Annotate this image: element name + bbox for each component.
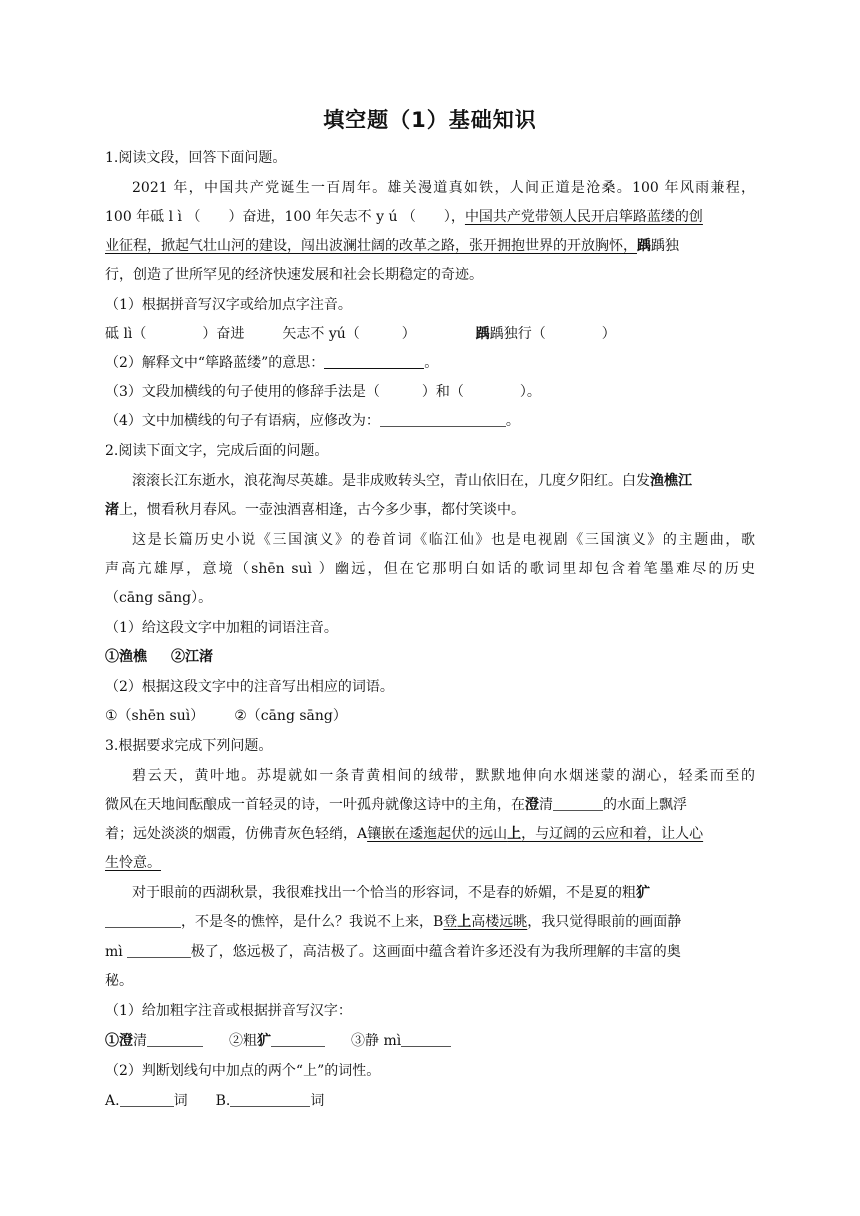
q3-underlined-a-shang: 上	[507, 826, 522, 842]
q3-sub2-item-b-label: B.	[215, 1093, 231, 1109]
q1-sub1-item-c-bold: 踽	[475, 326, 490, 342]
q1-bold-char: 踽	[637, 238, 651, 254]
q3-sub1-item-a: 清	[133, 1033, 147, 1049]
q3-passage2-line-1-text: 对于眼前的西湖秋景，我很难找出一个恰当的形容词，不是春的娇媚，不是夏的粗	[132, 885, 636, 901]
q3-sub1-item-b: ②粗	[229, 1033, 257, 1049]
q2-sub1-item-a: ①渔樵	[105, 649, 147, 665]
q3-blank-cheng[interactable]	[553, 796, 603, 811]
q3-underlined-b-shang: 上	[457, 914, 472, 930]
q3-sub1-blank-c[interactable]	[401, 1032, 451, 1047]
q3-sub2: （2）判断划线句中加点的两个“上”的词性。	[105, 1063, 381, 1079]
page-title: 填空题（1）基础知识	[323, 108, 537, 132]
q1-sub2	[105, 353, 438, 373]
q1-underlined-sentence-end: 业征程，掀起气壮山河的建设，闯出波澜壮阔的改革之路，张开拥抱世界的开放胸怀，	[105, 238, 637, 254]
q2-sub2: （2）根据这段文字中的注音写出相应的词语。	[105, 679, 394, 695]
q3-sub1-item-a-bold: ①澄	[105, 1033, 133, 1049]
q2-passage-line-1: 这是长篇历史小说《三国演义》的卷首词《临江仙》也是电视剧《三国演义》的主题曲，歌	[132, 532, 755, 548]
q1-passage-line-4: 行，创造了世所罕见的经济快速发展和社会长期稳定的奇迹。	[105, 267, 483, 283]
q1-sub3: （3）文段加横线的句子使用的修辞手法是（ ）和（ ）。	[105, 384, 541, 400]
q1-sub2-answer-blank[interactable]	[324, 354, 424, 369]
q3-passage1-line-3	[105, 824, 755, 844]
q2-sub1-items	[105, 647, 213, 667]
q3-sub1-items	[105, 1031, 451, 1051]
q3-blank-mi[interactable]	[127, 943, 191, 958]
q3-passage2-line-2-tail: ，我只觉得眼前的画面静	[527, 914, 682, 930]
q3-underlined-b-deng: 登	[443, 914, 458, 930]
q3-sub1-blank-b[interactable]	[271, 1032, 325, 1047]
q1-sub1-item-c: 踽独行（ ）	[489, 326, 616, 342]
q1-sub4-answer-blank[interactable]	[380, 412, 506, 427]
q1-sub1-item-b: 矢志不 yú（ ）	[282, 326, 416, 342]
q3-bold-kuang: 犷	[636, 885, 650, 901]
q2-sub2-item-a: ①（shēn suì）	[105, 708, 205, 724]
q3-sub1-item-b-bold: 犷	[257, 1033, 271, 1049]
q1-sub2-text: （2）解释文中“筚路蓝缕”的意思：	[105, 355, 325, 371]
q3-passage1-line-4: 生怜意。	[105, 855, 161, 871]
q3-sub1-item-c: ③静 mì	[351, 1033, 402, 1049]
q3-sub2-item-a-end: 词	[173, 1093, 188, 1109]
q2-poem-line-1-text: 滚滚长江东逝水，浪花淘尽英雄。是非成败转头空，青山依旧在，几度夕阳红。白发	[132, 473, 650, 489]
q3-sub1-blank-a[interactable]	[147, 1032, 203, 1047]
q3-passage2-line-3-text: 极了，悠远极了，高洁极了。这画面中蕴含着许多还没有为我所理解的丰富的奥	[190, 944, 681, 960]
q2-bold-yuqiao: 渔樵江	[650, 473, 692, 489]
q2-poem-line-2	[105, 500, 525, 520]
q2-sub1-item-b: ②江渚	[171, 649, 213, 665]
q3-sub1: （1）给加粗字注音或根据拼音写汉字：	[105, 1003, 352, 1019]
q3-qing: 清	[539, 797, 553, 813]
q3-passage1-line-2-text: 微风在天地间酝酿成一首轻灵的诗，一叶孤舟就像这诗中的主角，在	[105, 797, 525, 813]
q1-passage-line-2-text: 100 年砥 l ì （ ）奋进，100 年矢志不 y ú （ ），	[105, 209, 465, 225]
q1-sub4-text: （4）文中加横线的句子有语病，应修改为：	[105, 413, 380, 429]
q1-passage-line-1: 2021 年，中国共产党诞生一百周年。雄关漫道真如铁，人间正道是沧桑。100 年风雨兼程，	[132, 180, 755, 196]
q3-sub2-blank-b[interactable]	[230, 1092, 310, 1107]
q3-sub2-item-b-end: 词	[310, 1093, 325, 1109]
q1-sub1-item-a: 砥 lì（ ）奋进	[105, 326, 245, 342]
q2-poem-line-2-text: 上，惯看秋月春风。一壶浊酒喜相逢，古今多少事，都付笑谈中。	[119, 502, 525, 518]
q3-blank-kuang[interactable]	[105, 913, 181, 928]
q3-passage2-line-4: 秘。	[105, 973, 133, 989]
q1-sub4-period: 。	[505, 413, 520, 429]
q3-heading: 3.根据要求完成下列问题。	[105, 738, 273, 754]
q1-passage-line-3-tail: 踽独	[651, 238, 679, 254]
q2-passage-line-3: （cāng sāng）。	[105, 590, 213, 606]
q3-sub2-blank-a[interactable]	[120, 1092, 174, 1107]
q2-bold-zhu: 渚	[105, 502, 119, 518]
q3-mi-pinyin: mì	[105, 944, 123, 960]
q2-heading: 2.阅读下面文字，完成后面的问题。	[105, 443, 329, 459]
q3-sub2-item-a-label: A.	[105, 1093, 120, 1109]
q1-sub2-period: 。	[424, 355, 439, 371]
q3-sub2-items	[105, 1091, 324, 1111]
q3-underlined-a-part2: ，与辽阔的云应和着，让人心	[521, 826, 704, 842]
q2-sub1: （1）给这段文字中加粗的词语注音。	[105, 620, 338, 636]
q1-underlined-sentence-start: 中国共产党带领人民开启筚路蓝缕的创	[464, 209, 703, 225]
q1-passage-line-2	[105, 207, 755, 227]
q3-underlined-a-part1: 镶嵌在逶迤起伏的远山	[367, 826, 508, 842]
q1-heading: 1.阅读文段，回答下面问题。	[105, 150, 287, 166]
q3-passage1-line-1: 碧云天，黄叶地。苏堤就如一条青黄相间的绒带，默默地伸向水烟迷蒙的湖心，轻柔而至的	[132, 768, 755, 784]
q1-sub1: （1）根据拼音写汉字或给加点字注音。	[105, 297, 352, 313]
q3-passage1-line-2	[105, 795, 755, 815]
q3-passage1-line-2-tail: 的水面上飘浮	[603, 797, 687, 813]
q1-sub4	[105, 411, 520, 431]
q2-passage-line-2: 声高亢雄厚，意境（shēn suì ）幽远，但在它那明白如话的歌词里却包含着笔墨难尽的历史	[105, 561, 755, 577]
q2-poem-line-1	[132, 471, 755, 491]
q3-passage2-line-3	[105, 942, 755, 962]
q3-bold-cheng: 澄	[525, 797, 539, 813]
q3-passage1-line-3-text: 着；远处淡淡的烟霞，仿佛青灰色轻绡，A	[105, 826, 368, 842]
q3-passage2-line-2-text: ，不是冬的憔悴，是什么？我说不上来，B	[181, 914, 444, 930]
q3-passage2-line-2	[105, 912, 755, 932]
q3-underlined-b-rest: 高楼远眺	[471, 914, 528, 930]
q2-sub2-item-b: ②（cāng sāng）	[234, 708, 347, 724]
q1-sub1-items	[105, 324, 755, 344]
q1-passage-line-3	[105, 236, 755, 256]
q2-sub2-items	[105, 706, 347, 726]
q3-passage2-line-1	[132, 883, 755, 903]
